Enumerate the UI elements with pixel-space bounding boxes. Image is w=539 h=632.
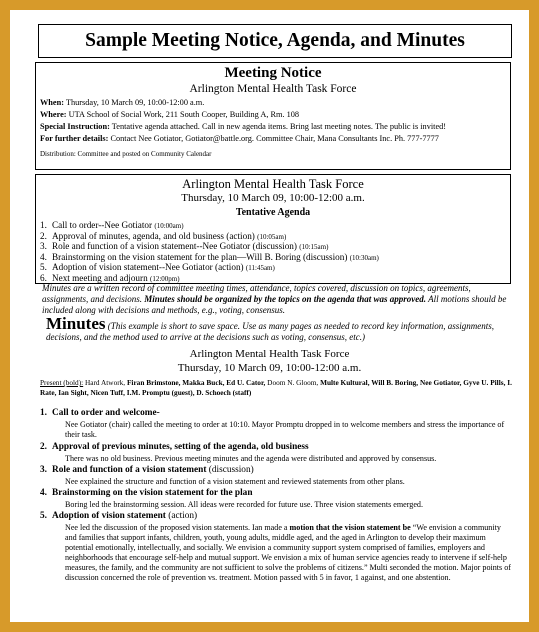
minutes-section-body: Nee led the discussion of the proposed vision statements. Ian made a motion that the vision statement be “We envision a community and families that support infants, children, youth, young adults, middle aged, and the aged in Arlington to develop their maximum potential emotionally, intellectually, and socially. We envision a community support system comprised of families, employers and neighborhoods that encourage self-help and mutual support. We envision a mix of human service agencies ready to intervene if self-help measures, the family, and the community are not sufficient to solve the problems of citizens.” Multi seconded the motion. Major points of discussion concerned the role of prevention vs. treatment. Motion passed with 5 in favor, 1 against, and one abstention. xyxy=(65,523,511,582)
agenda-item: 5. Adoption of vision statement--Nee Gotiator (action) (11:45am) xyxy=(40,262,275,272)
minutes-org: Arlington Mental Health Task Force xyxy=(189,348,350,360)
agenda-date: Thursday, 10 March 09, 10:00-12:00 a.m. xyxy=(181,192,365,204)
minutes-section-title: 2. Approval of previous minutes, setting of the agenda, old business xyxy=(40,442,309,452)
notice-where: Where: UTA School of Social Work, 211 South Cooper, Building A, Rm. 108 xyxy=(40,110,300,119)
agenda-heading: Tentative Agenda xyxy=(235,207,311,218)
minutes-section-body: Nee Gotiator (chair) called the meeting to order at 10:10. Mayor Promptu dropped in to welcome members and stress the importance of their task. xyxy=(65,420,505,439)
minutes-intro: Minutes are a written record of committee meeting times, attendance, topics covered, discussion on topics, agreements, assignments, and decisions. Minutes should be organized by the topics on the agenda that was approved. All motions should be included along with decisions and methods, e.g., voting, consensus. xyxy=(42,283,507,315)
minutes-section-body: Nee explained the structure and function of a vision statement and reviewed statements from other plans. xyxy=(65,477,405,486)
minutes-section-title: 4. Brainstorming on the vision statement for the plan xyxy=(40,488,253,498)
notice-org: Arlington Mental Health Task Force xyxy=(189,83,357,95)
notice-distribution: Distribution: Committee and posted on Community Calendar xyxy=(40,150,212,158)
minutes-section-body: Boring led the brainstorming session. All ideas were recorded for future use. Three vision statements emerged. xyxy=(65,500,423,509)
agenda-item: 3. Role and function of a vision statement--Nee Gotiator (discussion) (10:15am) xyxy=(40,241,329,251)
notice-special: Special Instruction: Tentative agenda attached. Call in new agenda items. Bring last meeting notes. The public is invited! xyxy=(40,122,447,131)
minutes-section-body: There was no old business. Previous meeting minutes and the agenda were distributed and approved by consensus. xyxy=(65,454,437,463)
minutes-section-title: 1. Call to order and welcome- xyxy=(40,408,160,418)
notice-when: When: Thursday, 10 March 09, 10:00-12:00 a.m. xyxy=(40,98,205,107)
title-box xyxy=(38,24,512,58)
agenda-item: 1. Call to order--Nee Gotiator (10:00am) xyxy=(40,220,184,230)
notice-heading: Meeting Notice xyxy=(224,65,322,81)
agenda-box xyxy=(35,174,511,284)
agenda-item: 6. Next meeting and adjourn (12:00pm) xyxy=(40,272,180,283)
agenda-item: 4. Brainstorming on the vision statement for the plan—Will B. Boring (discussion) (10:30am) xyxy=(40,251,379,262)
minutes-header xyxy=(46,314,512,343)
minutes-section-title: 5. Adoption of vision statement (action) xyxy=(40,511,198,521)
document-page xyxy=(10,10,529,622)
notice-further: For further details: Contact Nee Gotiator, Gotiator@battle.org. Committee Chair, Mana Consultants Inc. Ph. 777-7777 xyxy=(40,134,439,143)
document-title: Sample Meeting Notice, Agenda, and Minutes xyxy=(85,30,465,51)
minutes-date: Thursday, 10 March 09, 10:00-12:00 a.m. xyxy=(177,362,362,374)
minutes-section-title: 3. Role and function of a vision statement (discussion) xyxy=(40,465,254,475)
agenda-org: Arlington Mental Health Task Force xyxy=(182,177,364,191)
attendance-list: Present (bold): Hard Atwork, Firan Brimstone, Makka Buck, Ed U. Cator, Doom N. Gloom, Multe Kultural, Will B. Boring, Nee Gotiator, Gyve U. Pills, I. Rate, Ian Sight, Nicen Tuff, I.M. Promptu (guest), D. Schoech (staff) xyxy=(40,378,512,397)
agenda-item: 2. Approval of minutes, agenda, and old business (action) (10:05am) xyxy=(40,230,287,241)
minutes-note: (This example is short to save space. Use as many pages as needed to record key information, assignments, decisions, and the method used to arrive at the decisions such as voting, consensus, etc.) xyxy=(46,321,495,342)
minutes-heading: Minutes xyxy=(46,314,106,333)
meeting-notice-box xyxy=(35,62,511,170)
